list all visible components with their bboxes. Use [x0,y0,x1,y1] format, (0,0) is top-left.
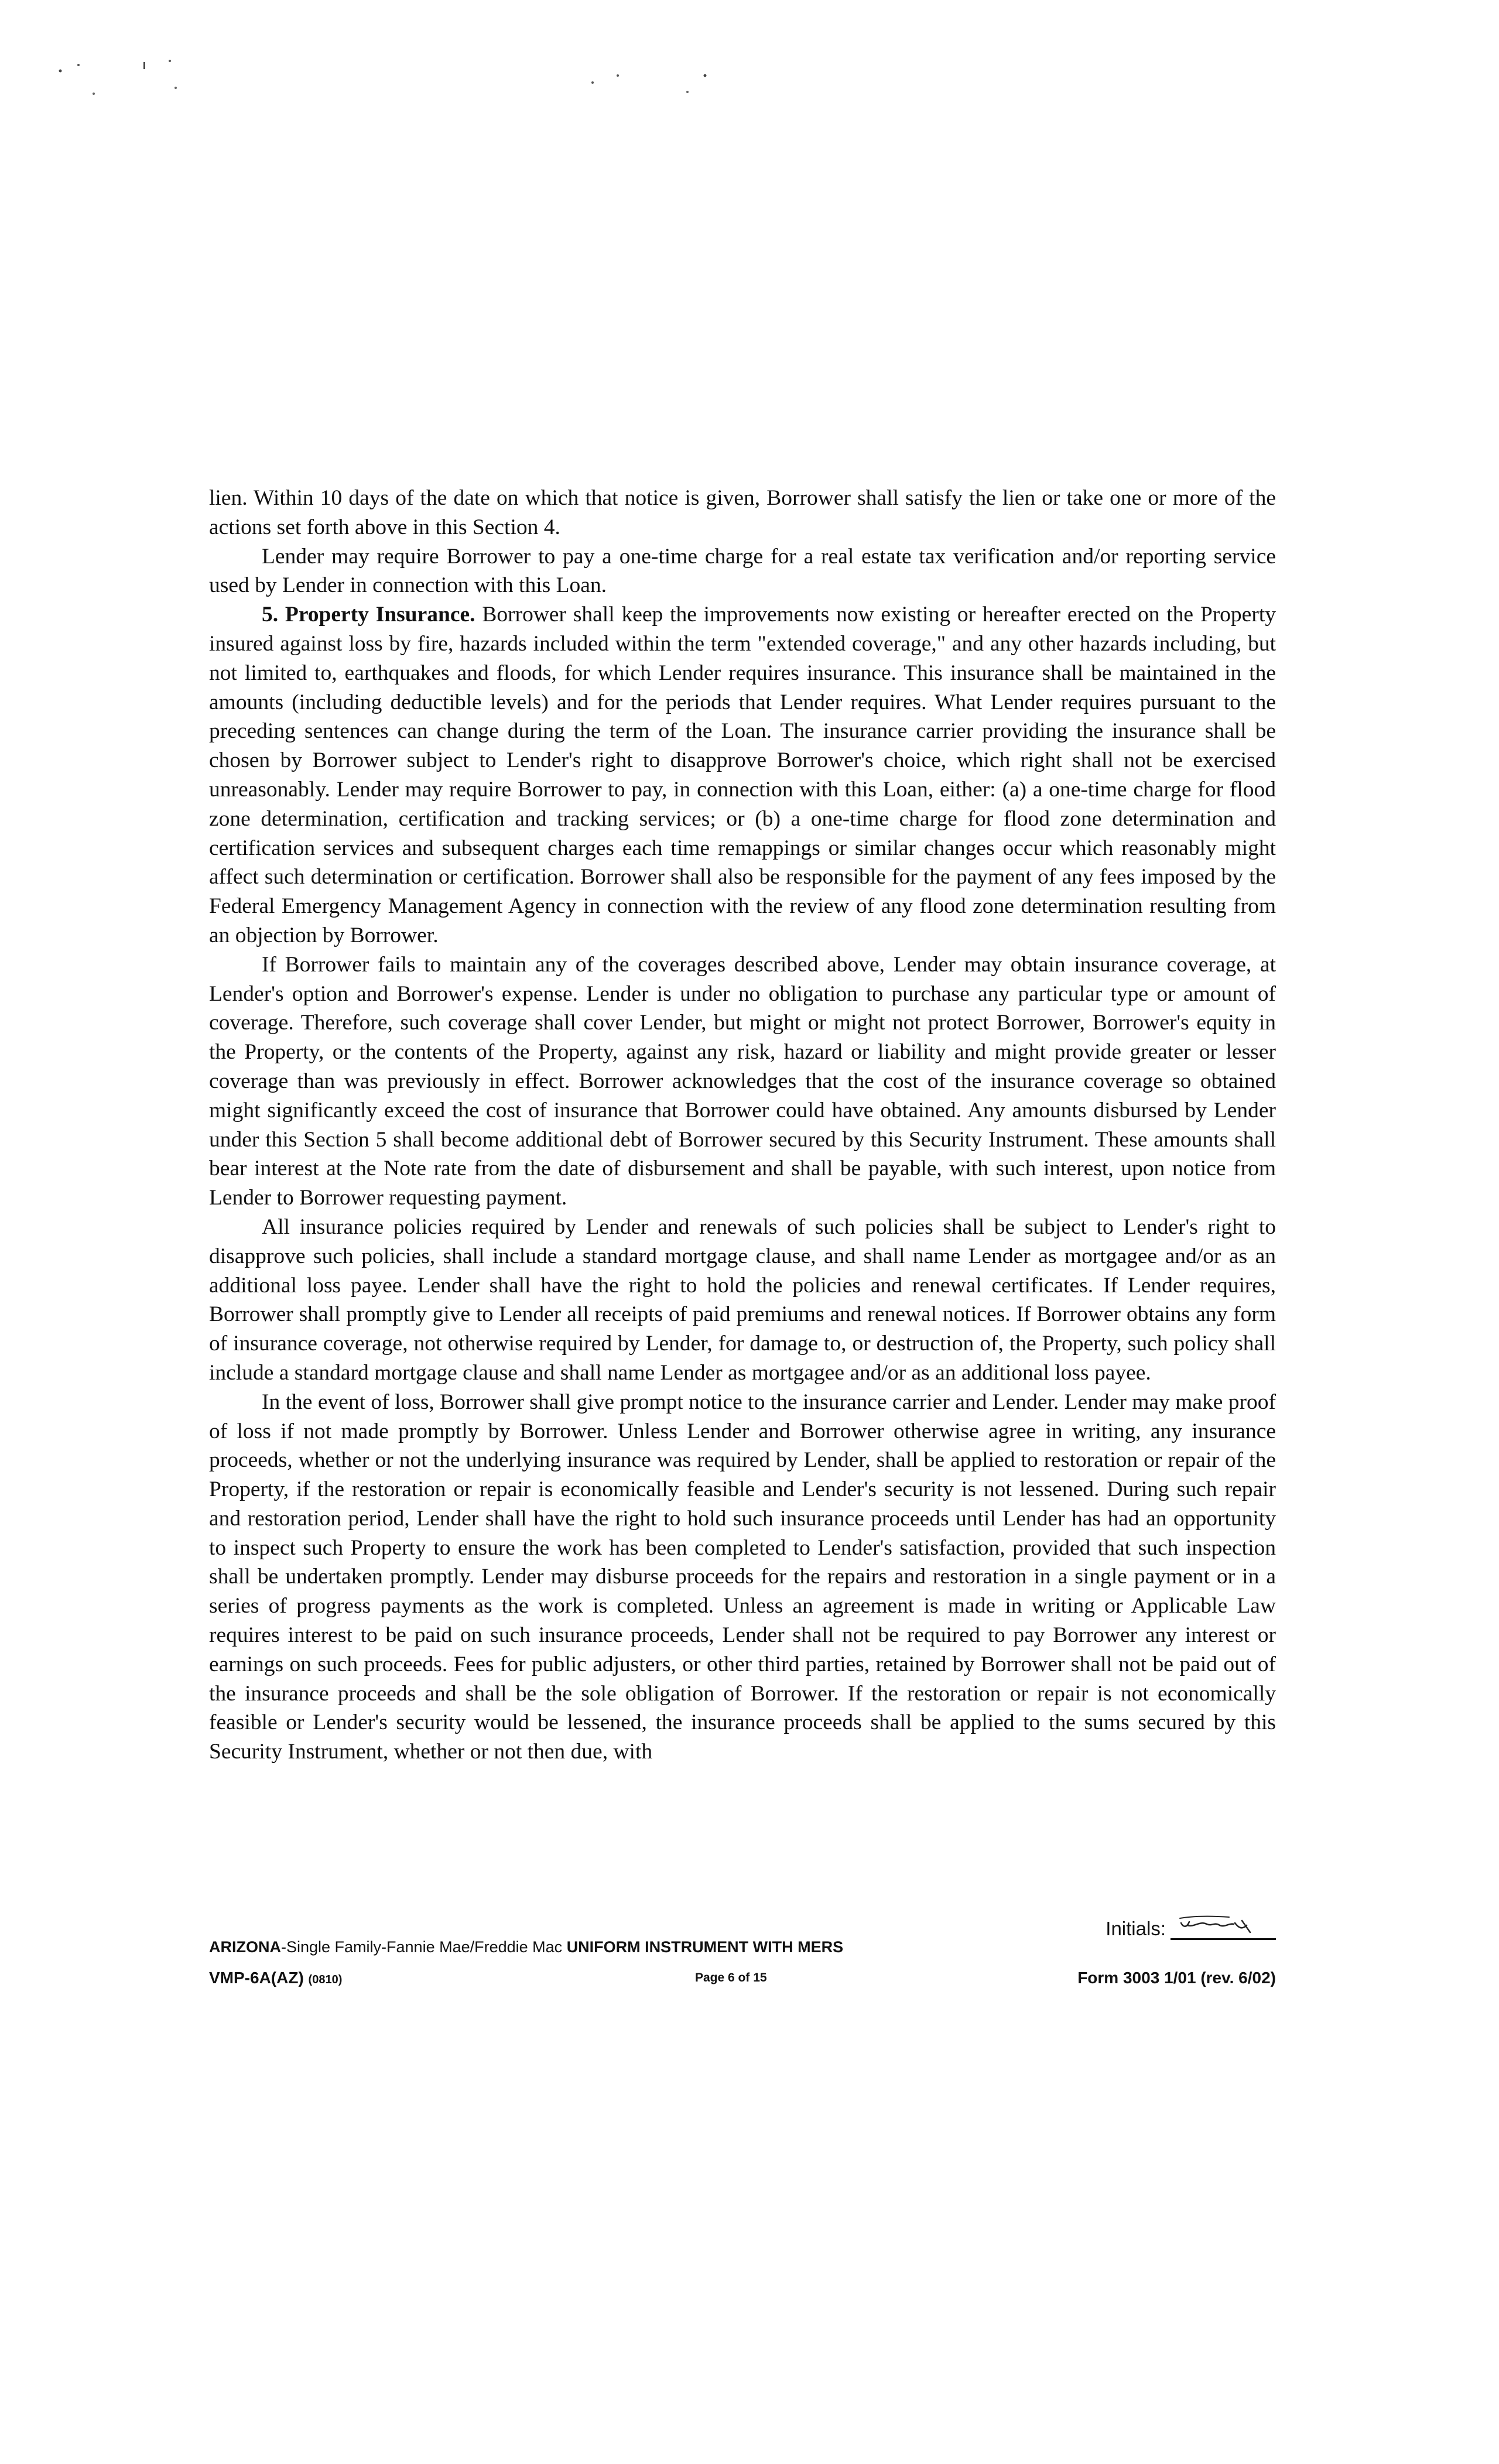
paragraph-6 [209,1388,1276,1767]
initials-signature [1171,1910,1276,1940]
paragraph-4 [209,950,1276,1213]
paragraph-5-text: All insurance policies required by Lender and renewals of such policies shall be subject to Lender's right to disapprove such policies, shall include a standard mortgage clause, and shall name Lender as mortgagee and/or as an additional loss payee. Lender shall have the right to hold the policies and renewal certificates. If Lender requires, Borrower shall promptly give to Lender all receipts of paid premiums and renewal notices. If Borrower obtains any form of insurance coverage, not otherwise required by Lender, for damage to, or destruction of, the Property, such policy shall include a standard mortgage clause and shall name Lender as mortgagee and/or as an additional loss payee. [209,1214,1276,1385]
initials-block [1106,1910,1276,1940]
paragraph-3 [209,600,1276,950]
form-code-block [209,1969,342,1987]
form-description [209,1938,843,1956]
page-footer [209,1910,1276,2004]
paragraph-6-text: In the event of loss, Borrower shall give prompt notice to the insurance carrier and Lender. Lender may make proof of loss if not made promptly by Borrower. Unless Lender and Borrower otherwise agree in writing, any insurance proceeds, whether or not the underlying insurance was required by Lender, shall be applied to restoration or repair of the Property, if the restoration or repair is economically feasible and Lender's security is not lessened. During such repair and restoration period, Lender shall have the right to hold such insurance proceeds until Lender has had an opportunity to inspect such Property to ensure the work has been completed to Lender's satisfaction, provided that such inspection shall be undertaken promptly. Lender may disburse proceeds for the repairs and restoration in a single payment or in a series of progress payments as the work is completed. Unless an agreement is made in writing or Applicable Law requires interest to be paid on such insurance proceeds, Lender shall not be required to pay Borrower any interest or earnings on such proceeds. Fees for public adjusters, or other third parties, retained by Borrower shall not be paid out of the insurance proceeds and shall be the sole obligation of Borrower. If the restoration or repair is not economically feasible or Lender's security would be lessened, the insurance proceeds shall be applied to the sums secured by this Security Instrument, whether or not then due, with [209,1390,1276,1764]
section-5-heading: 5. Property Insurance. [262,603,475,627]
form-number: Form 3003 1/01 (rev. 6/02) [1077,1969,1276,1987]
paragraph-1 [209,484,1276,542]
paragraph-2-text: Lender may require Borrower to pay a one-time charge for a real estate tax verification and/or reporting service used by Lender in connection with this Loan. [209,544,1276,598]
paragraph-1-text: lien. Within 10 days of the date on which that notice is given, Borrower shall satisfy the lien or take one or more of the actions set forth above in this Section 4. [209,486,1276,539]
initials-label: Initials: [1106,1918,1166,1939]
paragraph-3-text: Borrower shall keep the improvements now existing or hereafter erected on the Property insured against loss by fire, hazards included within the term "extended coverage," and any other hazards including, but not limited to, earthquakes and floods, for which Lender requires insurance. This insurance shall be maintained in the amounts (including deductible levels) and for the periods that Lender requires. What Lender requires pursuant to the preceding sentences can change during the term of the Loan. The insurance carrier providing the insurance shall be chosen by Borrower subject to Lender's right to disapprove Borrower's choice, which right shall not be exercised unreasonably. Lender may require Borrower to pay, in connection with this Loan, either: (a) a one-time charge for flood zone determination, certification and tracking services; or (b) a one-time charge for flood zone determination and certification services and subsequent charges each time remappings or similar changes occur which reasonably might affect such determination or certification. Borrower shall also be responsible for the payment of any fees imposed by the Federal Emergency Management Agency in connection with the review of any flood zone determination resulting from an objection by Borrower. [209,603,1276,947]
page-number: Page 6 of 15 [695,1971,767,1984]
form-code: VMP-6A(AZ) [209,1969,304,1987]
paragraph-5 [209,1213,1276,1388]
form-description-bold: UNIFORM INSTRUMENT WITH MERS [566,1938,844,1956]
form-code-version: (0810) [308,1973,343,1986]
handwritten-initials [1176,1910,1270,1939]
form-description-plain: -Single Family-Fannie Mae/Freddie Mac [281,1938,567,1956]
document-body [209,484,1276,1767]
paragraph-2 [209,542,1276,601]
scan-specks [0,0,1499,176]
state-name: ARIZONA [209,1938,281,1956]
paragraph-4-text: If Borrower fails to maintain any of the coverages described above, Lender may obtain insurance coverage, at Lender's option and Borrower's expense. Lender is under no obligation to purchase any particular type or amount of coverage. Therefore, such coverage shall cover Lender, but might or might not protect Borrower, Borrower's equity in the Property, or the contents of the Property, against any risk, hazard or liability and might provide greater or lesser coverage than was previously in effect. Borrower acknowledges that the cost of the insurance coverage so obtained might significantly exceed the cost of insurance that Borrower could have obtained. Any amounts disbursed by Lender under this Section 5 shall become additional debt of Borrower secured by this Security Instrument. These amounts shall bear interest at the Note rate from the date of disbursement and shall be payable, with such interest, upon notice from Lender to Borrower requesting payment. [209,952,1276,1210]
